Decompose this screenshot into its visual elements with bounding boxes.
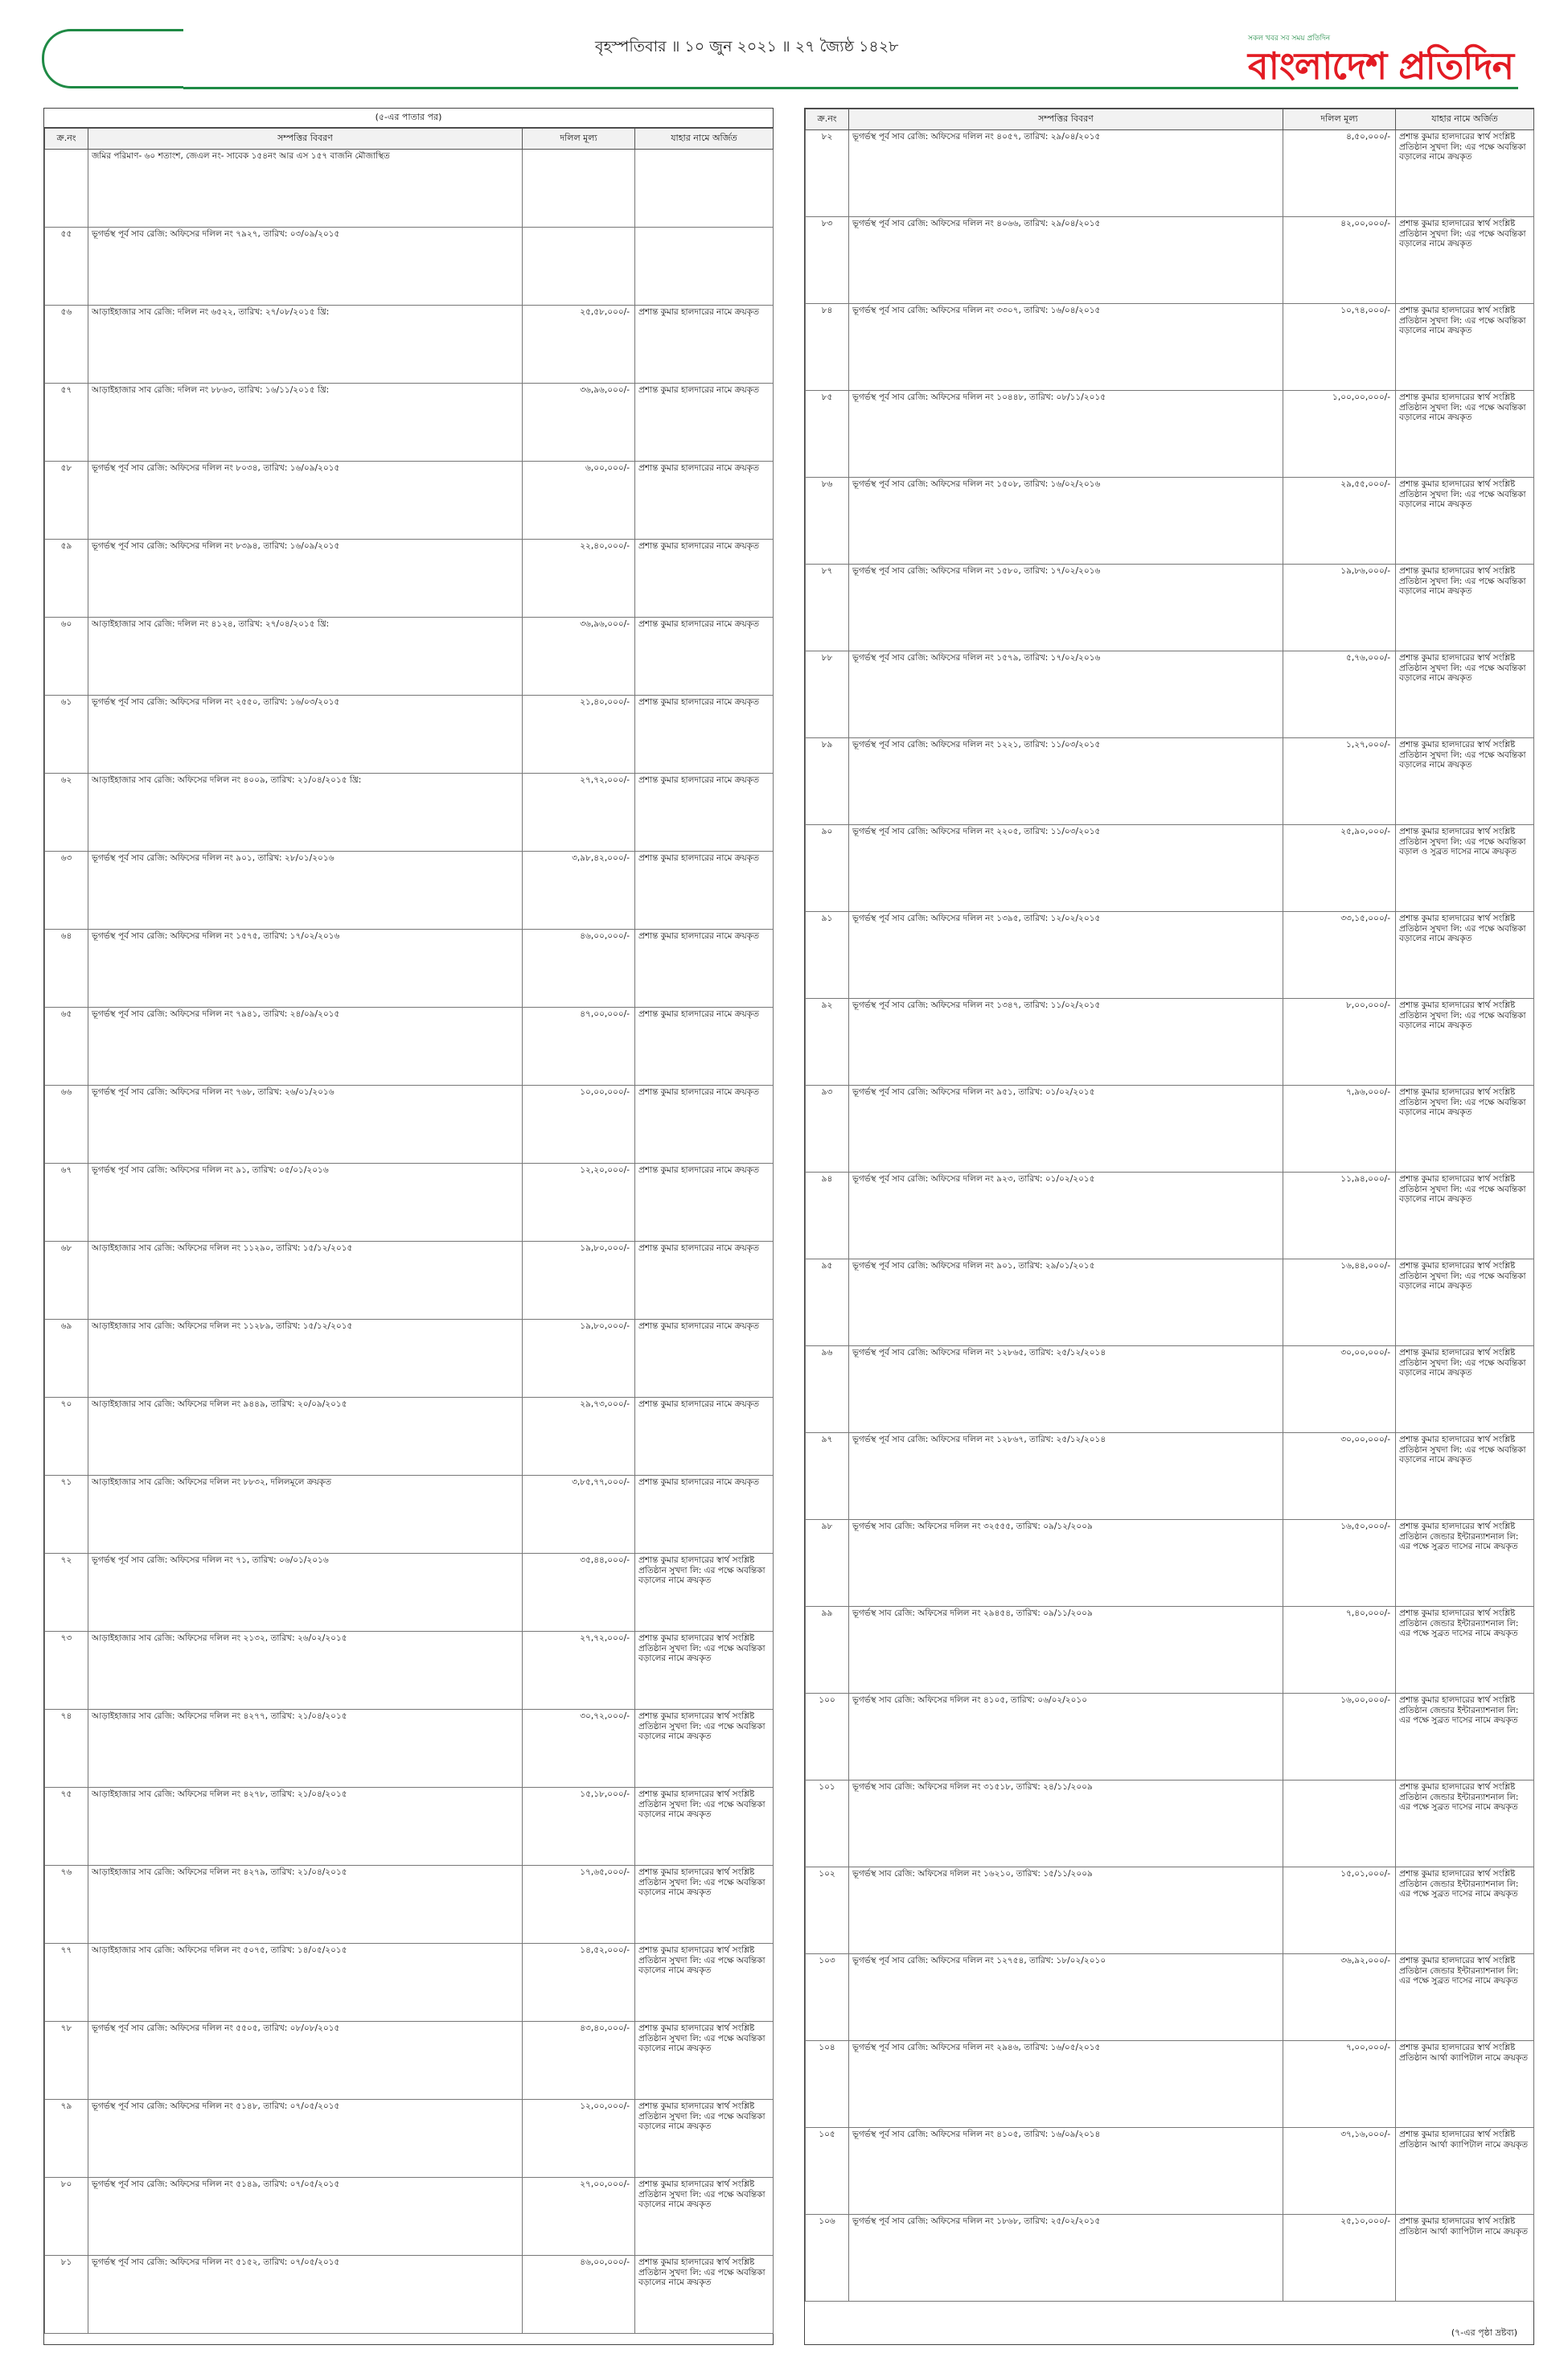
table-row — [45, 1788, 774, 1866]
row-serial: ৯৫ — [806, 1259, 849, 1346]
row-description: ভূগর্ভস্থ পূর্ব সাব রেজি: অফিসের দলিল নং ১৫৭৫, তারিখ: ১৭/০২/২০১৬ — [88, 930, 523, 1008]
row-description: ভূগর্ভস্থ পূর্ব সাব রেজি: অফিসের দলিল নং ১২২১, তারিখ: ১১/০৩/২০১৫ — [849, 738, 1283, 825]
row-description: ভূগর্ভস্থ পূর্ব সাব রেজি: অফিসের দলিল নং ১২৮৬৭, তারিখ: ২৫/১২/২০১৪ — [849, 1433, 1283, 1520]
row-serial: ৬১ — [45, 696, 88, 774]
table-row — [45, 1008, 774, 1086]
row-deed-value: ১৬,৪৪,০০০/- — [1283, 1259, 1396, 1346]
row-serial: ৭৩ — [45, 1632, 88, 1710]
row-owner: প্রশান্ত কুমার হালদারের স্বার্থ সংশ্লিষ্ট প্রতিষ্ঠান আর্থা ক্যাপিটাল নামে ক্রয়কৃত — [1396, 2128, 1534, 2215]
table-row — [45, 1866, 774, 1944]
table-row — [806, 738, 1534, 825]
row-description: ভূগর্ভস্থ পূর্ব সাব রেজি: অফিসের দলিল নং ৫৫০৫, তারিখ: ০৮/০৮/২০১৫ — [88, 2022, 523, 2100]
row-owner: প্রশান্ত কুমার হালদারের স্বার্থ সংশ্লিষ্ট প্রতিষ্ঠান সুখদা লি: এর পক্ষে অবন্তিকা বড়ালের নামে ক্রয়কৃত — [635, 1710, 774, 1788]
dateline: বৃহস্পতিবার ॥ ১০ জুন ২০২১ ॥ ২৭ জ্যৈষ্ঠ ১৪২৮ — [595, 38, 899, 55]
row-description: ভূগর্ভস্থ পূর্ব সাব রেজি: অফিসের দলিল নং ২২০৫, তারিখ: ১১/০৩/২০১৫ — [849, 825, 1283, 912]
row-serial: ৬৪ — [45, 930, 88, 1008]
row-serial: ৫৮ — [45, 462, 88, 540]
row-serial: ৭২ — [45, 1554, 88, 1632]
row-serial: ৮৬ — [806, 478, 849, 565]
row-deed-value: ১০,৭৪,০০০/- — [1283, 304, 1396, 391]
row-description: ভূগর্ভস্থ পূর্ব সাব রেজি: অফিসের দলিল নং ৮০৩৪, তারিখ: ১৬/০৯/২০১৫ — [88, 462, 523, 540]
row-deed-value: ৩৭,১৬,০০০/- — [1283, 2128, 1396, 2215]
row-description: ভূগর্ভস্থ পূর্ব সাব রেজি: অফিসের দলিল নং ৭১, তারিখ: ০৬/০১/২০১৬ — [88, 1554, 523, 1632]
table-row — [45, 306, 774, 384]
table-row — [806, 1694, 1534, 1780]
table-row — [806, 1607, 1534, 1694]
row-owner: প্রশান্ত কুমার হালদারের স্বার্থ সংশ্লিষ্ট প্রতিষ্ঠান সুখদা লি: এর পক্ষে অবন্তিকা বড়ালের নামে ক্রয়কৃত — [635, 2022, 774, 2100]
row-description: ভূগর্ভস্থ পূর্ব সাব রেজি: অফিসের দলিল নং ৩৩০৭, তারিখ: ১৬/০৪/২০১৫ — [849, 304, 1283, 391]
row-deed-value: ৪৩,৪০,০০০/- — [523, 2022, 635, 2100]
page-number-tab — [42, 29, 183, 88]
row-serial: ১০৪ — [806, 2041, 849, 2128]
row-deed-value: ১,০০,০০,০০০/- — [1283, 391, 1396, 478]
row-serial: ১০১ — [806, 1780, 849, 1867]
row-serial: ৬৮ — [45, 1242, 88, 1320]
row-description: আড়াইহাজার সাব রেজি: অফিসের দলিল নং ৮৮৩২, দলিলমূলে ক্রয়কৃত — [88, 1476, 523, 1554]
table-row — [45, 228, 774, 306]
row-owner: প্রশান্ত কুমার হালদারের নামে ক্রয়কৃত — [635, 1398, 774, 1476]
row-deed-value: ২৫,৫৮,০০০/- — [523, 306, 635, 384]
row-description: ভূগর্ভস্থ পূর্ব সাব রেজি: অফিসের দলিল নং ১৩৯৫, তারিখ: ১২/০২/২০১৫ — [849, 912, 1283, 999]
row-deed-value: ১৪,৫২,০০০/- — [523, 1944, 635, 2022]
row-deed-value: ১২,০০,০০০/- — [523, 2100, 635, 2178]
table-row — [45, 462, 774, 540]
row-serial: ৯৩ — [806, 1086, 849, 1173]
row-owner: প্রশান্ত কুমার হালদারের নামে ক্রয়কৃত — [635, 1164, 774, 1242]
row-description: ভূগর্ভস্থ সাব রেজি: অফিসের দলিল নং ২৯৪৫৪, তারিখ: ০৯/১১/২০০৯ — [849, 1607, 1283, 1694]
table-row — [45, 618, 774, 696]
row-serial: ৯৮ — [806, 1520, 849, 1607]
row-description: ভূগর্ভস্থ পূর্ব সাব রেজি: অফিসের দলিল নং ১২৮৬৫, তারিখ: ২৫/১২/২০১৪ — [849, 1346, 1283, 1433]
row-serial: ৬৯ — [45, 1320, 88, 1398]
row-owner: প্রশান্ত কুমার হালদারের স্বার্থ সংশ্লিষ্ট প্রতিষ্ঠান জেন্ডার ইন্টারন্যাশনাল লি: এর পক্ষে সুব্রত দাসের নামে ক্রয়কৃত — [1396, 1954, 1534, 2041]
row-owner: প্রশান্ত কুমার হালদারের স্বার্থ সংশ্লিষ্ট প্রতিষ্ঠান সুখদা লি: এর পক্ষে অবন্তিকা বড়াল ও সুব্রত দাসের নামে ক্রয়কৃত — [1396, 825, 1534, 912]
row-deed-value: ৪৭,০০,০০০/- — [523, 1008, 635, 1086]
row-owner: প্রশান্ত কুমার হালদারের স্বার্থ সংশ্লিষ্ট প্রতিষ্ঠান সুখদা লি: এর পক্ষে অবন্তিকা বড়ালের নামে ক্রয়কৃত — [1396, 1346, 1534, 1433]
col-header-owner: যাহার নামে অর্জিত — [635, 129, 774, 150]
row-owner: প্রশান্ত কুমার হালদারের স্বার্থ সংশ্লিষ্ট প্রতিষ্ঠান সুখদা লি: এর পক্ষে অবন্তিকা বড়ালের নামে ক্রয়কৃত — [1396, 565, 1534, 651]
right-column — [804, 108, 1534, 2345]
row-serial: ৮৮ — [806, 651, 849, 738]
row-description: ভূগর্ভস্থ পূর্ব সাব রেজি: অফিসের দলিল নং ৭৬৮, তারিখ: ২৬/০১/২০১৬ — [88, 1086, 523, 1164]
row-serial: ৯২ — [806, 999, 849, 1086]
row-deed-value: ১৭,৬৫,০০০/- — [523, 1866, 635, 1944]
row-description: ভূগর্ভস্থ পূর্ব সাব রেজি: অফিসের দলিল নং ১২৭৫৪, তারিখ: ১৮/০২/২০১০ — [849, 1954, 1283, 2041]
row-description: ভূগর্ভস্থ পূর্ব সাব রেজি: অফিসের দলিল নং ১৩৪৭, তারিখ: ১১/০২/২০১৫ — [849, 999, 1283, 1086]
row-owner: প্রশান্ত কুমার হালদারের স্বার্থ সংশ্লিষ্ট প্রতিষ্ঠান সুখদা লি: এর পক্ষে অবন্তিকা বড়ালের নামে ক্রয়কৃত — [1396, 1433, 1534, 1520]
table-row — [806, 1520, 1534, 1607]
table-row — [45, 1242, 774, 1320]
newspaper-logo — [1248, 32, 1529, 88]
row-description: আড়াইহাজার সাব রেজি: অফিসের দলিল নং ৪০০৯, তারিখ: ২১/০৪/২০১৫ খ্রি: — [88, 774, 523, 852]
col-header-sl: ক্র.নং — [45, 129, 88, 150]
row-deed-value: ২৭,৭২,০০০/- — [523, 1632, 635, 1710]
row-serial: ৯০ — [806, 825, 849, 912]
row-deed-value: ১৯,৮৬,০০০/- — [1283, 565, 1396, 651]
row-owner: প্রশান্ত কুমার হালদারের স্বার্থ সংশ্লিষ্ট প্রতিষ্ঠান জেন্ডার ইন্টারন্যাশনাল লি: এর পক্ষে সুব্রত দাসের নামে ক্রয়কৃত — [1396, 1520, 1534, 1607]
row-deed-value: ২১,৪০,০০০/- — [523, 696, 635, 774]
row-description: আড়াইহাজার সাব রেজি: অফিসের দলিল নং ৪২৭৯, তারিখ: ২১/০৪/২০১৫ — [88, 1866, 523, 1944]
row-description: ভূগর্ভস্থ পূর্ব সাব রেজি: অফিসের দলিল নং ৫১৪৯, তারিখ: ০৭/০৫/২০১৫ — [88, 2178, 523, 2256]
row-owner — [635, 150, 774, 228]
row-owner: প্রশান্ত কুমার হালদারের নামে ক্রয়কৃত — [635, 1476, 774, 1554]
row-owner: প্রশান্ত কুমার হালদারের নামে ক্রয়কৃত — [635, 930, 774, 1008]
row-deed-value: ৪,৫০,০০০/- — [1283, 130, 1396, 217]
row-description: ভূগর্ভস্থ সাব রেজি: অফিসের দলিল নং ৩২৫৫৫, তারিখ: ০৯/১২/২০০৯ — [849, 1520, 1283, 1607]
table-row — [806, 391, 1534, 478]
table-row — [45, 1086, 774, 1164]
row-owner: প্রশান্ত কুমার হালদারের স্বার্থ সংশ্লিষ্ট প্রতিষ্ঠান জেন্ডার ইন্টারন্যাশনাল লি: এর পক্ষে সুব্রত দাসের নামে ক্রয়কৃত — [1396, 1867, 1534, 1954]
row-description: আড়াইহাজার সাব রেজি: দলিল নং ৬৫২২, তারিখ: ২৭/০৮/২০১৫ খ্রি: — [88, 306, 523, 384]
table-row — [45, 1476, 774, 1554]
row-description: ভূগর্ভস্থ পূর্ব সাব রেজি: অফিসের দলিল নং ৯০১, তারিখ: ২৮/০১/২০১৬ — [88, 852, 523, 930]
row-serial: ৯৪ — [806, 1173, 849, 1259]
table-row — [45, 1632, 774, 1710]
row-serial: ৭৯ — [45, 2100, 88, 2178]
col-header-value: দলিল মূল্য — [1283, 109, 1396, 130]
row-deed-value: ৭,৯৬,০০০/- — [1283, 1086, 1396, 1173]
row-deed-value: ১২,২০,০০০/- — [523, 1164, 635, 1242]
row-serial: ১০৫ — [806, 2128, 849, 2215]
row-deed-value: ৭,৪০,০০০/- — [1283, 1607, 1396, 1694]
row-description: আড়াইহাজার সাব রেজি: অফিসের দলিল নং ১১২৮৯, তারিখ: ১৫/১২/২০১৫ — [88, 1320, 523, 1398]
row-serial: ৫৬ — [45, 306, 88, 384]
row-deed-value: ৩৬,৯৬,০০০/- — [523, 384, 635, 462]
row-deed-value: ২৭,৭২,০০০/- — [523, 774, 635, 852]
row-description: ভূগর্ভস্থ সাব রেজি: অফিসের দলিল নং ১৬২১০, তারিখ: ১৫/১১/২০০৯ — [849, 1867, 1283, 1954]
table-body-right — [806, 130, 1534, 2302]
table-row — [45, 540, 774, 618]
row-deed-value: ১৬,৫০,০০০/- — [1283, 1520, 1396, 1607]
row-owner: প্রশান্ত কুমার হালদারের নামে ক্রয়কৃত — [635, 306, 774, 384]
continued-to: (৭-এর পৃষ্ঠা দ্রষ্টব্য) — [1451, 2327, 1517, 2338]
table-row — [806, 912, 1534, 999]
table-row — [806, 1259, 1534, 1346]
row-serial: ৬৩ — [45, 852, 88, 930]
row-serial: ১০২ — [806, 1867, 849, 1954]
row-serial: ৯১ — [806, 912, 849, 999]
col-header-value: দলিল মূল্য — [523, 129, 635, 150]
row-owner: প্রশান্ত কুমার হালদারের নামে ক্রয়কৃত — [635, 1008, 774, 1086]
table-row — [45, 1398, 774, 1476]
table-row — [806, 565, 1534, 651]
row-deed-value: ৭,০০,০০০/- — [1283, 2041, 1396, 2128]
row-owner: প্রশান্ত কুমার হালদারের স্বার্থ সংশ্লিষ্ট প্রতিষ্ঠান সুখদা লি: এর পক্ষে অবন্তিকা বড়ালের নামে ক্রয়কৃত — [1396, 217, 1534, 304]
row-owner: প্রশান্ত কুমার হালদারের স্বার্থ সংশ্লিষ্ট প্রতিষ্ঠান সুখদা লি: এর পক্ষে অবন্তিকা বড়ালের নামে ক্রয়কৃত — [1396, 478, 1534, 565]
table-row — [806, 651, 1534, 738]
row-deed-value: ১১,৯৪,০০০/- — [1283, 1173, 1396, 1259]
table-row — [806, 1346, 1534, 1433]
row-owner: প্রশান্ত কুমার হালদারের স্বার্থ সংশ্লিষ্ট প্রতিষ্ঠান সুখদা লি: এর পক্ষে অবন্তিকা বড়ালের নামে ক্রয়কৃত — [1396, 651, 1534, 738]
table-row — [45, 1944, 774, 2022]
row-owner: প্রশান্ত কুমার হালদারের নামে ক্রয়কৃত — [635, 384, 774, 462]
row-owner: প্রশান্ত কুমার হালদারের স্বার্থ সংশ্লিষ্ট প্রতিষ্ঠান সুখদা লি: এর পক্ষে অবন্তিকা বড়ালের নামে ক্রয়কৃত — [635, 1788, 774, 1866]
row-serial: ৬০ — [45, 618, 88, 696]
row-deed-value: ৩০,০০,০০০/- — [1283, 1346, 1396, 1433]
row-deed-value: ১৯,৮০,০০০/- — [523, 1242, 635, 1320]
row-deed-value: ৩৬,৯২,০০০/- — [1283, 1954, 1396, 2041]
row-deed-value: ১৫,১৮,০০০/- — [523, 1788, 635, 1866]
row-owner: প্রশান্ত কুমার হালদারের স্বার্থ সংশ্লিষ্ট প্রতিষ্ঠান আর্থা ক্যাপিটাল নামে ক্রয়কৃত — [1396, 2041, 1534, 2128]
continued-from: (৫-এর পাতার পর) — [44, 109, 773, 128]
row-deed-value: ৪৬,০০,০০০/- — [523, 930, 635, 1008]
table-row — [45, 2100, 774, 2178]
row-description: আড়াইহাজার সাব রেজি: অফিসের দলিল নং ৪২৭৭, তারিখ: ২১/০৪/২০১৫ — [88, 1710, 523, 1788]
row-deed-value — [523, 150, 635, 228]
row-description: ভূগর্ভস্থ সাব রেজি: অফিসের দলিল নং ৪১০৫, তারিখ: ০৬/০২/২০১০ — [849, 1694, 1283, 1780]
row-deed-value: ১০,০০,০০০/- — [523, 1086, 635, 1164]
row-serial: ৭৪ — [45, 1710, 88, 1788]
row-serial: ৮৪ — [806, 304, 849, 391]
row-serial: ৫৭ — [45, 384, 88, 462]
left-column — [43, 108, 774, 2345]
row-owner: প্রশান্ত কুমার হালদারের স্বার্থ সংশ্লিষ্ট প্রতিষ্ঠান সুখদা লি: এর পক্ষে অবন্তিকা বড়ালের নামে ক্রয়কৃত — [635, 1944, 774, 2022]
row-owner: প্রশান্ত কুমার হালদারের নামে ক্রয়কৃত — [635, 1086, 774, 1164]
table-row — [806, 825, 1534, 912]
row-deed-value: ২৭,০০,০০০/- — [523, 2178, 635, 2256]
row-description: ভূগর্ভস্থ পূর্ব সাব রেজি: অফিসের দলিল নং ১৫৮০, তারিখ: ১৭/০২/২০১৬ — [849, 565, 1283, 651]
table-row — [45, 1554, 774, 1632]
row-serial: ৫৯ — [45, 540, 88, 618]
table-row — [806, 2215, 1534, 2302]
row-serial: ৬৬ — [45, 1086, 88, 1164]
table-row — [806, 1867, 1534, 1954]
table-body-left — [45, 150, 774, 2334]
row-serial: ৭৫ — [45, 1788, 88, 1866]
row-description: আড়াইহাজার সাব রেজি: অফিসের দলিল নং ১১২৯০, তারিখ: ১৫/১২/২০১৫ — [88, 1242, 523, 1320]
row-serial: ৬৫ — [45, 1008, 88, 1086]
row-deed-value: ৫,৭৬,০০০/- — [1283, 651, 1396, 738]
row-deed-value: ৩,৮৫,৭৭,০০০/- — [523, 1476, 635, 1554]
row-description: ভূগর্ভস্থ পূর্ব সাব রেজি: অফিসের দলিল নং ১৫০৮, তারিখ: ১৬/০২/২০১৬ — [849, 478, 1283, 565]
table-row — [806, 1780, 1534, 1867]
logo-name: বাংলাদেশ প্রতিদিন — [1248, 44, 1514, 88]
row-serial: ৮১ — [45, 2256, 88, 2334]
row-description: ভূগর্ভস্থ সাব রেজি: অফিসের দলিল নং ৩১৫১৮, তারিখ: ২৪/১১/২০০৯ — [849, 1780, 1283, 1867]
row-description: ভূগর্ভস্থ পূর্ব সাব রেজি: অফিসের দলিল নং ৭৯৪১, তারিখ: ২৪/০৯/২০১৫ — [88, 1008, 523, 1086]
row-deed-value: ২২,৪০,০০০/- — [523, 540, 635, 618]
row-serial: ৬৭ — [45, 1164, 88, 1242]
row-serial — [45, 150, 88, 228]
table-row — [806, 304, 1534, 391]
table-row — [806, 2128, 1534, 2215]
row-owner: প্রশান্ত কুমার হালদারের নামে ক্রয়কৃত — [635, 540, 774, 618]
row-description: ভূগর্ভস্থ পূর্ব সাব রেজি: অফিসের দলিল নং ৯০১, তারিখ: ২৯/০১/২০১৫ — [849, 1259, 1283, 1346]
row-serial: ৭৭ — [45, 1944, 88, 2022]
row-deed-value: ১,২৭,০০০/- — [1283, 738, 1396, 825]
logo-tagline: সকল খবর সব সময় প্রতিদিন — [1248, 35, 1331, 43]
asset-table-right — [805, 109, 1534, 2302]
row-description: ভূগর্ভস্থ পূর্ব সাব রেজি: অফিসের দলিল নং ৪১০৫, তারিখ: ১৬/০৯/২০১৪ — [849, 2128, 1283, 2215]
row-serial: ৯৬ — [806, 1346, 849, 1433]
row-serial: ৫৫ — [45, 228, 88, 306]
table-row — [806, 130, 1534, 217]
table-row — [806, 2041, 1534, 2128]
row-serial: ৭৬ — [45, 1866, 88, 1944]
row-owner: প্রশান্ত কুমার হালদারের স্বার্থ সংশ্লিষ্ট প্রতিষ্ঠান সুখদা লি: এর পক্ষে অবন্তিকা বড়ালের নামে ক্রয়কৃত — [635, 1554, 774, 1632]
row-serial: ১০৩ — [806, 1954, 849, 2041]
row-serial: ৮৫ — [806, 391, 849, 478]
row-description: জমির পরিমাণ- ৬০ শতাংশ, জেএল নং- সাবেক ১৫৪নং আর এস ১৫৭ বাজনি মৌজাস্থিত — [88, 150, 523, 228]
table-row — [45, 774, 774, 852]
row-serial: ১০৬ — [806, 2215, 849, 2302]
row-description: ভূগর্ভস্থ পূর্ব সাব রেজি: অফিসের দলিল নং ৫১৫২, তারিখ: ০৭/০৫/২০১৫ — [88, 2256, 523, 2334]
row-description: ভূগর্ভস্থ পূর্ব সাব রেজি: অফিসের দলিল নং ৮৩৯৪, তারিখ: ১৬/০৯/২০১৫ — [88, 540, 523, 618]
row-deed-value: ২৫,৯০,০০০/- — [1283, 825, 1396, 912]
row-owner: প্রশান্ত কুমার হালদারের স্বার্থ সংশ্লিষ্ট প্রতিষ্ঠান সুখদা লি: এর পক্ষে অবন্তিকা বড়ালের নামে ক্রয়কৃত — [635, 2178, 774, 2256]
row-owner: প্রশান্ত কুমার হালদারের স্বার্থ সংশ্লিষ্ট প্রতিষ্ঠান সুখদা লি: এর পক্ষে অবন্তিকা বড়ালের নামে ক্রয়কৃত — [1396, 304, 1534, 391]
row-owner: প্রশান্ত কুমার হালদারের স্বার্থ সংশ্লিষ্ট প্রতিষ্ঠান সুখদা লি: এর পক্ষে অবন্তিকা বড়ালের নামে ক্রয়কৃত — [635, 2256, 774, 2334]
table-row — [45, 150, 774, 228]
row-description: ভূগর্ভস্থ পূর্ব সাব রেজি: অফিসের দলিল নং ৯৫১, তারিখ: ০১/০২/২০১৫ — [849, 1086, 1283, 1173]
row-description: আড়াইহাজার সাব রেজি: দলিল নং ৪১২৪, তারিখ: ২৭/০৪/২০১৫ খ্রি: — [88, 618, 523, 696]
row-deed-value: ৬,০০,০০০/- — [523, 462, 635, 540]
row-owner: প্রশান্ত কুমার হালদারের নামে ক্রয়কৃত — [635, 852, 774, 930]
row-description: আড়াইহাজার সাব রেজি: অফিসের দলিল নং ৪২৭৮, তারিখ: ২১/০৪/২০১৫ — [88, 1788, 523, 1866]
row-owner: প্রশান্ত কুমার হালদারের স্বার্থ সংশ্লিষ্ট প্রতিষ্ঠান সুখদা লি: এর পক্ষে অবন্তিকা বড়ালের নামে ক্রয়কৃত — [635, 2100, 774, 2178]
row-description: ভূগর্ভস্থ পূর্ব সাব রেজি: অফিসের দলিল নং ৯২৩, তারিখ: ০১/০২/২০১৫ — [849, 1173, 1283, 1259]
table-row — [806, 217, 1534, 304]
table-row — [45, 1710, 774, 1788]
col-header-owner: যাহার নামে অর্জিত — [1396, 109, 1534, 130]
table-row — [806, 478, 1534, 565]
row-owner: প্রশান্ত কুমার হালদারের স্বার্থ সংশ্লিষ্ট প্রতিষ্ঠান সুখদা লি: এর পক্ষে অবন্তিকা বড়ালের নামে ক্রয়কৃত — [1396, 738, 1534, 825]
row-owner: প্রশান্ত কুমার হালদারের স্বার্থ সংশ্লিষ্ট প্রতিষ্ঠান সুখদা লি: এর পক্ষে অবন্তিকা বড়ালের নামে ক্রয়কৃত — [1396, 1173, 1534, 1259]
table-row — [45, 852, 774, 930]
row-deed-value: ৩৬,৯৬,০০০/- — [523, 618, 635, 696]
table-row — [45, 2178, 774, 2256]
row-serial: ৭০ — [45, 1398, 88, 1476]
row-description: ভূগর্ভস্থ পূর্ব সাব রেজি: অফিসের দলিল নং ৪০৫৭, তারিখ: ২৯/০৪/২০১৫ — [849, 130, 1283, 217]
row-description: ভূগর্ভস্থ পূর্ব সাব রেজি: অফিসের দলিল নং ৫১৪৮, তারিখ: ০৭/০৫/২০১৫ — [88, 2100, 523, 2178]
row-deed-value: ৮,০০,০০০/- — [1283, 999, 1396, 1086]
row-owner: প্রশান্ত কুমার হালদারের স্বার্থ সংশ্লিষ্ট প্রতিষ্ঠান সুখদা লি: এর পক্ষে অবন্তিকা বড়ালের নামে ক্রয়কৃত — [635, 1866, 774, 1944]
row-owner: প্রশান্ত কুমার হালদারের স্বার্থ সংশ্লিষ্ট প্রতিষ্ঠান সুখদা লি: এর পক্ষে অবন্তিকা বড়ালের নামে ক্রয়কৃত — [1396, 391, 1534, 478]
row-owner: প্রশান্ত কুমার হালদারের স্বার্থ সংশ্লিষ্ট প্রতিষ্ঠান সুখদা লি: এর পক্ষে অবন্তিকা বড়ালের নামে ক্রয়কৃত — [1396, 912, 1534, 999]
row-deed-value: ৩০,০০,০০০/- — [1283, 1433, 1396, 1520]
row-owner: প্রশান্ত কুমার হালদারের স্বার্থ সংশ্লিষ্ট প্রতিষ্ঠান জেন্ডার ইন্টারন্যাশনাল লি: এর পক্ষে সুব্রত দাসের নামে ক্রয়কৃত — [1396, 1607, 1534, 1694]
row-deed-value: ২৯,৭৩,০০০/- — [523, 1398, 635, 1476]
row-deed-value: ৩৩,১৫,০০০/- — [1283, 912, 1396, 999]
page-header — [0, 0, 1568, 95]
table-row — [45, 2256, 774, 2334]
row-deed-value: ৪৬,০০,০০০/- — [523, 2256, 635, 2334]
row-owner: প্রশান্ত কুমার হালদারের স্বার্থ সংশ্লিষ্ট প্রতিষ্ঠান সুখদা লি: এর পক্ষে অবন্তিকা বড়ালের নামে ক্রয়কৃত — [1396, 130, 1534, 217]
row-description: ভূগর্ভস্থ পূর্ব সাব রেজি: অফিসের দলিল নং ১০৪৪৮, তারিখ: ০৮/১১/২০১৫ — [849, 391, 1283, 478]
row-description: আড়াইহাজার সাব রেজি: অফিসের দলিল নং ২১৩২, তারিখ: ২৬/০২/২০১৫ — [88, 1632, 523, 1710]
row-serial: ৯৭ — [806, 1433, 849, 1520]
row-owner: প্রশান্ত কুমার হালদারের নামে ক্রয়কৃত — [635, 618, 774, 696]
row-description: ভূগর্ভস্থ পূর্ব সাব রেজি: অফিসের দলিল নং ৪০৬৬, তারিখ: ২৯/০৪/২০১৫ — [849, 217, 1283, 304]
table-row — [45, 696, 774, 774]
row-deed-value: ২৫,১০,০০০/- — [1283, 2215, 1396, 2302]
asset-table-left — [44, 128, 774, 2334]
col-header-sl: ক্র.নং — [806, 109, 849, 130]
row-deed-value — [1283, 1780, 1396, 1867]
row-deed-value: ৩০,৭২,০০০/- — [523, 1710, 635, 1788]
row-description: ভূগর্ভস্থ পূর্ব সাব রেজি: অফিসের দলিল নং ২৫৫০, তারিখ: ১৬/০৩/২০১৫ — [88, 696, 523, 774]
row-description: ভূগর্ভস্থ পূর্ব সাব রেজি: অফিসের দলিল নং ৭৯২৭, তারিখ: ০৩/০৯/২০১৫ — [88, 228, 523, 306]
row-owner: প্রশান্ত কুমার হালদারের নামে ক্রয়কৃত — [635, 1320, 774, 1398]
row-serial: ৭৮ — [45, 2022, 88, 2100]
row-owner — [635, 228, 774, 306]
row-description: ভূগর্ভস্থ পূর্ব সাব রেজি: অফিসের দলিল নং ২৯৪৬, তারিখ: ১৬/০৫/২০১৫ — [849, 2041, 1283, 2128]
row-serial: ১০০ — [806, 1694, 849, 1780]
col-header-desc: সম্পত্তির বিবরণ — [88, 129, 523, 150]
row-owner: প্রশান্ত কুমার হালদারের নামে ক্রয়কৃত — [635, 1242, 774, 1320]
row-serial: ৯৯ — [806, 1607, 849, 1694]
row-description: ভূগর্ভস্থ পূর্ব সাব রেজি: অফিসের দলিল নং ১৫৭৯, তারিখ: ১৭/০২/২০১৬ — [849, 651, 1283, 738]
row-description: আড়াইহাজার সাব রেজি: অফিসের দলিল নং ৫০৭৫, তারিখ: ১৪/০৫/২০১৫ — [88, 1944, 523, 2022]
row-owner: প্রশান্ত কুমার হালদারের নামে ক্রয়কৃত — [635, 462, 774, 540]
row-owner: প্রশান্ত কুমার হালদারের স্বার্থ সংশ্লিষ্ট প্রতিষ্ঠান সুখদা লি: এর পক্ষে অবন্তিকা বড়ালের নামে ক্রয়কৃত — [635, 1632, 774, 1710]
table-row — [806, 1433, 1534, 1520]
row-deed-value: ১৬,০০,০০০/- — [1283, 1694, 1396, 1780]
row-owner: প্রশান্ত কুমার হালদারের নামে ক্রয়কৃত — [635, 696, 774, 774]
table-row — [806, 1954, 1534, 2041]
row-description: ভূগর্ভস্থ পূর্ব সাব রেজি: অফিসের দলিল নং ৯১, তারিখ: ০৫/০১/২০১৬ — [88, 1164, 523, 1242]
row-serial: ৬২ — [45, 774, 88, 852]
row-owner: প্রশান্ত কুমার হালদারের স্বার্থ সংশ্লিষ্ট প্রতিষ্ঠান সুখদা লি: এর পক্ষে অবন্তিকা বড়ালের নামে ক্রয়কৃত — [1396, 1259, 1534, 1346]
row-serial: ৮৩ — [806, 217, 849, 304]
table-row — [806, 1173, 1534, 1259]
row-owner: প্রশান্ত কুমার হালদারের স্বার্থ সংশ্লিষ্ট প্রতিষ্ঠান জেন্ডার ইন্টারন্যাশনাল লি: এর পক্ষে সুব্রত দাসের নামে ক্রয়কৃত — [1396, 1694, 1534, 1780]
table-row — [45, 1320, 774, 1398]
row-deed-value: ৩,৯৮,৪২,০০০/- — [523, 852, 635, 930]
row-deed-value — [523, 228, 635, 306]
row-serial: ৮০ — [45, 2178, 88, 2256]
table-row — [45, 1164, 774, 1242]
row-description: আড়াইহাজার সাব রেজি: অফিসের দলিল নং ৯৪৪৯, তারিখ: ২০/০৯/২০১৫ — [88, 1398, 523, 1476]
row-serial: ৮৭ — [806, 565, 849, 651]
table-row — [806, 999, 1534, 1086]
row-description: ভূগর্ভস্থ পূর্ব সাব রেজি: অফিসের দলিল নং ১৮৬৮, তারিখ: ২৫/০২/২০১৫ — [849, 2215, 1283, 2302]
row-deed-value: ৩৫,৪৪,০০০/- — [523, 1554, 635, 1632]
row-owner: প্রশান্ত কুমার হালদারের নামে ক্রয়কৃত — [635, 774, 774, 852]
table-row — [806, 1086, 1534, 1173]
row-description: আড়াইহাজার সাব রেজি: দলিল নং ৮৮৬৩, তারিখ: ১৬/১১/২০১৫ খ্রি: — [88, 384, 523, 462]
table-row — [45, 2022, 774, 2100]
row-owner: প্রশান্ত কুমার হালদারের স্বার্থ সংশ্লিষ্ট প্রতিষ্ঠান আর্থা ক্যাপিটাল নামে ক্রয়কৃত — [1396, 2215, 1534, 2302]
row-owner: প্রশান্ত কুমার হালদারের স্বার্থ সংশ্লিষ্ট প্রতিষ্ঠান সুখদা লি: এর পক্ষে অবন্তিকা বড়ালের নামে ক্রয়কৃত — [1396, 1086, 1534, 1173]
row-deed-value: ২৯,৫৫,০০০/- — [1283, 478, 1396, 565]
page-number: ৬ — [54, 27, 84, 83]
row-deed-value: ১৫,০১,০০০/- — [1283, 1867, 1396, 1954]
row-serial: ৮২ — [806, 130, 849, 217]
row-serial: ৭১ — [45, 1476, 88, 1554]
col-header-desc: সম্পত্তির বিবরণ — [849, 109, 1283, 130]
row-serial: ৮৯ — [806, 738, 849, 825]
table-row — [45, 930, 774, 1008]
table-row — [45, 384, 774, 462]
row-deed-value: ১৯,৮০,০০০/- — [523, 1320, 635, 1398]
row-deed-value: ৪২,০০,০০০/- — [1283, 217, 1396, 304]
row-owner: প্রশান্ত কুমার হালদারের স্বার্থ সংশ্লিষ্ট প্রতিষ্ঠান জেন্ডার ইন্টারন্যাশনাল লি: এর পক্ষে সুব্রত দাসের নামে ক্রয়কৃত — [1396, 1780, 1534, 1867]
row-owner: প্রশান্ত কুমার হালদারের স্বার্থ সংশ্লিষ্ট প্রতিষ্ঠান সুখদা লি: এর পক্ষে অবন্তিকা বড়ালের নামে ক্রয়কৃত — [1396, 999, 1534, 1086]
